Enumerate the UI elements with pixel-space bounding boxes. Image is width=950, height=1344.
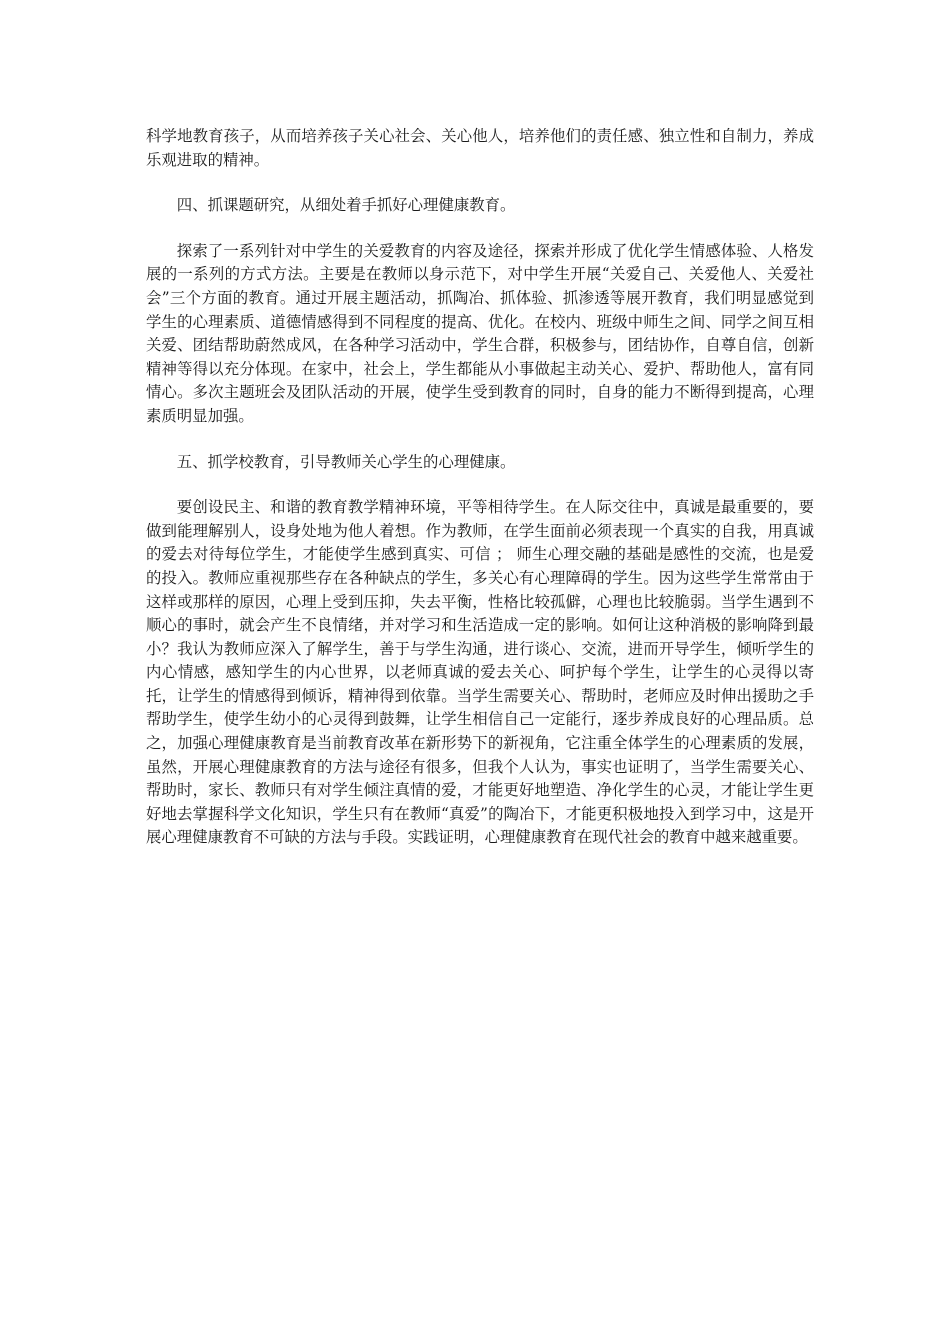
paragraph-school-education: 要创设民主、和谐的教育教学精神环境，平等相待学生。在人际交往中，真诚是最重要的，要做到能理解别人，设身处地为他人着想。作为教师，在学生面前必须表现一个真实的自我，用真诚的爱去对待每位学生，才能使学生感到真实、可信 ； 师生心理交融的基础是感性的交流，也是爱的投入。教师应重视那些存在各种缺点的学生，多关心有心理障碍的学生。因为这些学生常常由于这样或那样的原因，心理上受到压抑，失去平衡，性格比较孤僻，心理也比较脆弱。当学生遇到不顺心的事时，就会产生不良情绪，并对学习和生活造成一定的影响。如何让这种消极的影响降到最小？我认为教师应深入了解学生，善于与学生沟通，进行谈心、交流，进而开导学生，倾听学生的内心情感，感知学生的内心世界，以老师真诚的爱去关心、呵护每个学生，让学生的心灵得以寄托，让学生的情感得到倾诉，精神得到依靠。当学生需要关心、帮助时，老师应及时伸出援助之手帮助学生，使学生幼小的心灵得到鼓舞，让学生相信自己一定能行，逐步养成良好的心理品质。总之，加强心理健康教育是当前教育改革在新形势下的新视角，它注重全体学生的心理素质的发展，虽然，开展心理健康教育的方法与途径有很多，但我个人认为，事实也证明了，当学生需要关心、帮助时，家长、教师只有对学生倾注真情的爱，才能更好地塑造、净化学生的心灵，才能让学生更好地去掌握科学文化知识，学生只有在教师“真爱”的陶冶下，才能更积极地投入到学习中，这是开展心理健康教育不可缺的方法与手段。实践证明，心理健康教育在现代社会的教育中越来越重要。 [146, 498, 814, 847]
section-heading-four: 四、抓课题研究，从细处着手抓好心理健康教育。 [176, 196, 516, 215]
document-page [146, 125, 814, 872]
paragraph-research: 探索了一系列针对中学生的关爱教育的内容及途径，探索并形成了优化学生情感体验、人格发展的一系列的方式方法。主要是在教师以身示范下，对中学生开展“关爱自己、关爱他人、关爱社会”三个方面的教育。通过开展主题活动，抓陶冶、抓体验、抓渗透等展开教育，我们明显感觉到学生的心理素质、道德情感得到不同程度的提高、优化。在校内、班级中师生之间、同学之间互相关爱、团结帮助蔚然成风，在各种学习活动中，学生合群，积极参与，团结协作，自尊自信，创新精神等得以充分体现。在家中，社会上，学生都能从小事做起主动关心、爱护、帮助他人，富有同情心。多次主题班会及团队活动的开展，使学生受到教育的同时，自身的能力不断得到提高，心理素质明显加强。 [146, 241, 814, 425]
paragraph-continuation: 科学地教育孩子，从而培养孩子关心社会、关心他人，培养他们的责任感、独立性和自制力，养成乐观进取的精神。 [146, 127, 814, 169]
section-heading-five: 五、抓学校教育，引导教师关心学生的心理健康。 [176, 452, 516, 471]
